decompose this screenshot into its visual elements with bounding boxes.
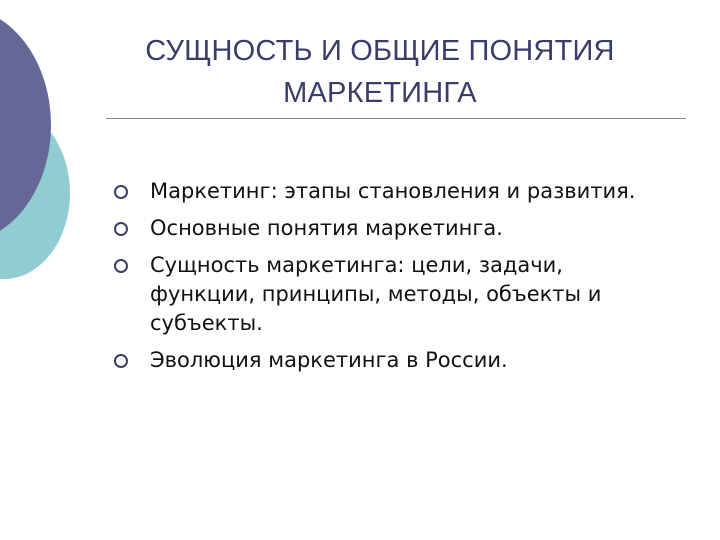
bullet-item <box>112 251 672 338</box>
bullet-text: Основные понятия маркетинга. <box>150 216 503 240</box>
hollow-circle-icon <box>114 185 128 199</box>
slide-title <box>70 30 690 114</box>
bullet-text: Сущность маркетинга: цели, задачи, функции, принципы, методы, объекты и субъекты. <box>150 253 602 335</box>
slide-title-line-1: СУЩНОСТЬ И ОБЩИЕ ПОНЯТИЯ <box>145 35 615 67</box>
slide-title-line-2: МАРКЕТИНГА <box>283 77 477 109</box>
bullet-text: Эволюция маркетинга в России. <box>150 348 508 372</box>
title-divider <box>106 118 686 119</box>
bullet-text: Маркетинг: этапы становления и развития. <box>150 179 636 203</box>
bullet-list <box>112 177 672 383</box>
hollow-circle-icon <box>114 222 128 236</box>
hollow-circle-icon <box>114 259 128 273</box>
bullet-item <box>112 177 672 206</box>
bullet-item <box>112 214 672 243</box>
bullet-item <box>112 346 672 375</box>
hollow-circle-icon <box>114 354 128 368</box>
